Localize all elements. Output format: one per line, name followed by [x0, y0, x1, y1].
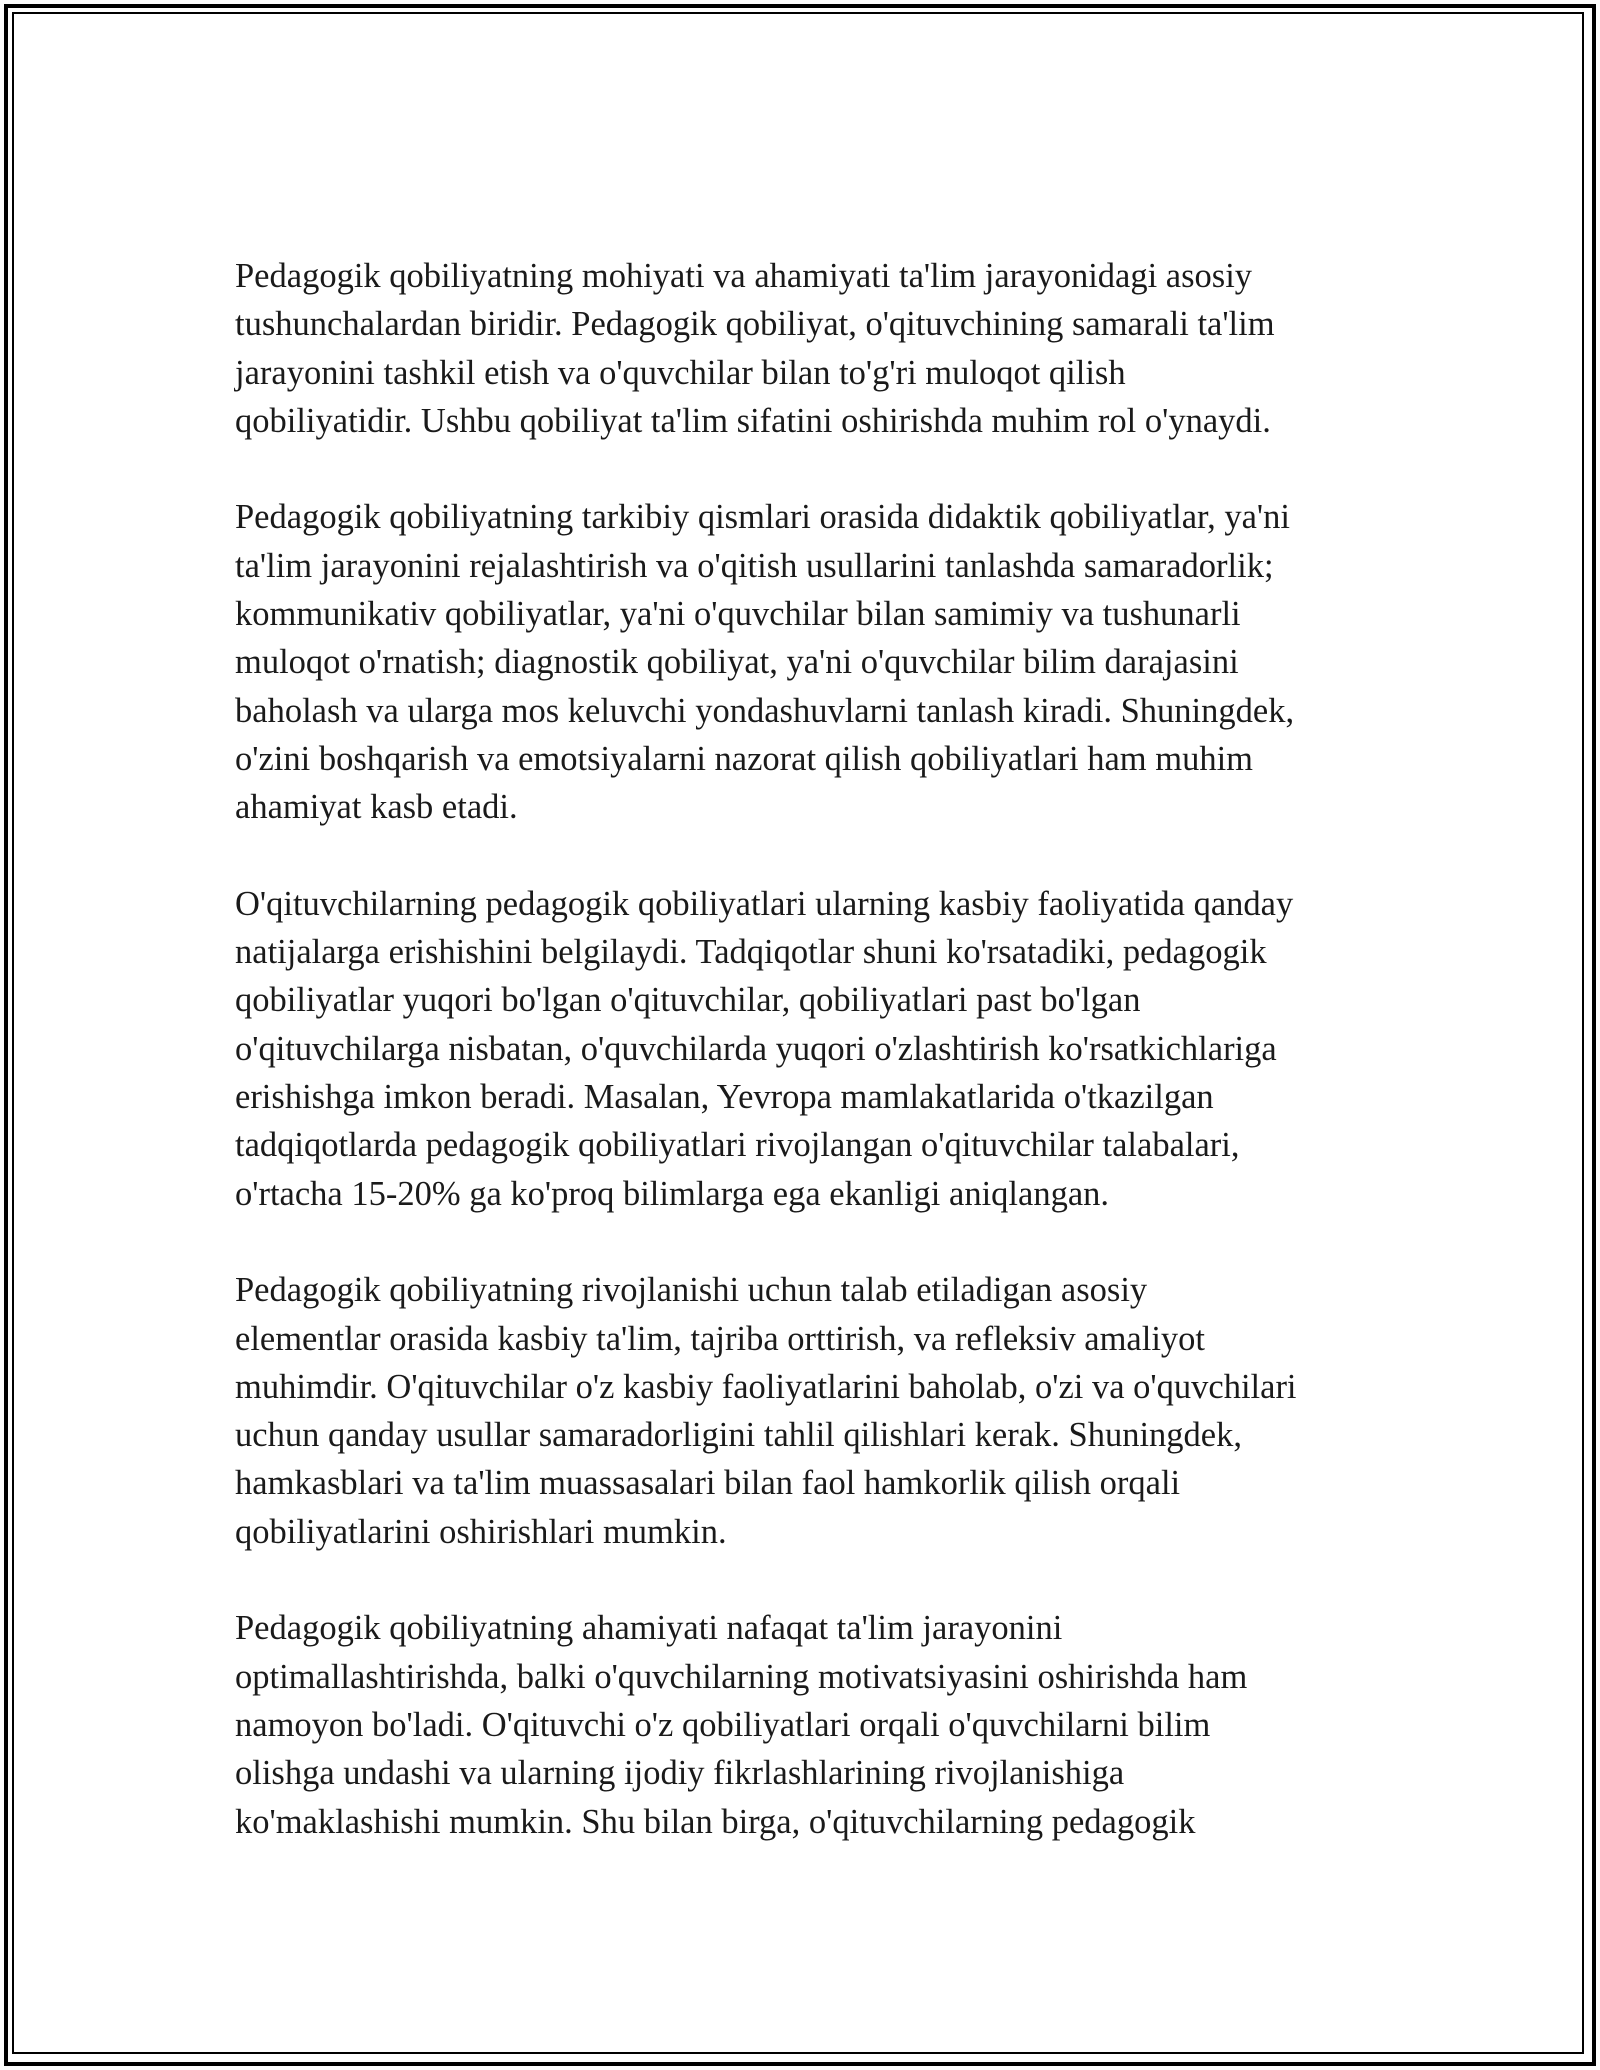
- paragraph-5: Pedagogik qobiliyatning ahamiyati nafaqat ta'lim jarayonini optimallashtirishda, balki o'quvchilarning motivatsiyasini oshirishda ham namoyon bo'ladi. O'qituvchi o'z qobiliyatlari orqali o'quvchilarni bilim olishga undashi va ularning ijodiy fikrlashlarining rivojlanishiga ko'maklashishi mumkin. Shu bilan birga, o'qituvchilarning pedagogik: [235, 1609, 1248, 1841]
- paragraph-2: Pedagogik qobiliyatning tarkibiy qismlari orasida didaktik qobiliyatlar, ya'ni ta'lim jarayonini rejalashtirish va o'qitish usullarini tanlashda samaradorlik; kommunikativ qobiliyatlar, ya'ni o'quvchilar bilan samimiy va tushunarli muloqot o'rnatish; diagnostik qobiliyat, ya'ni o'quvchilar bilim darajasini baholash va ularga mos keluvchi yondashuvlarni tanlash kiradi. Shuningdek, o'zini boshqarish va emotsiyalarni nazorat qilish qobiliyatlari ham muhim ahamiyat kasb etadi.: [235, 498, 1295, 827]
- paragraph-4: Pedagogik qobiliyatning rivojlanishi uchun talab etiladigan asosiy elementlar orasida kasbiy ta'lim, tajriba orttirish, va refleksiv amaliyot muhimdir. O'qituvchilar o'z kasbiy faoliyatlarini baholab, o'zi va o'quvchilari uchun qanday usullar samaradorligini tahlil qilishlari kerak. Shuningdek, hamkasblari va ta'lim muassasalari bilan faol hamkorlik qilish orqali qobiliyatlarini oshirishlari mumkin.: [235, 1271, 1297, 1551]
- document-body: [235, 252, 1385, 1894]
- paragraph-3: O'qituvchilarning pedagogik qobiliyatlari ularning kasbiy faoliyatida qanday natijalarga erishishini belgilaydi. Tadqiqotlar shuni ko'rsatadiki, pedagogik qobiliyatlar yuqori bo'lgan o'qituvchilar, qobiliyatlari past bo'lgan o'qituvchilarga nisbatan, o'quvchilarda yuqori o'zlashtirish ko'rsatkichlariga erishishga imkon beradi. Masalan, Yevropa mamlakatlarida o'tkazilgan tadqiqotlarda pedagogik qobiliyatlari rivojlangan o'qituvchilar talabalari, o'rtacha 15-20% ga ko'proq bilimlarga ega ekanligi aniqlangan.: [235, 884, 1294, 1213]
- paragraph-1: Pedagogik qobiliyatning mohiyati va ahamiyati ta'lim jarayonidagi asosiy tushunchalardan biridir. Pedagogik qobiliyat, o'qituvchining samarali ta'lim jarayonini tashkil etish va o'quvchilar bilan to'g'ri muloqot qilish qobiliyatidir. Ushbu qobiliyat ta'lim sifatini oshirishda muhim rol o'ynaydi.: [235, 257, 1275, 440]
